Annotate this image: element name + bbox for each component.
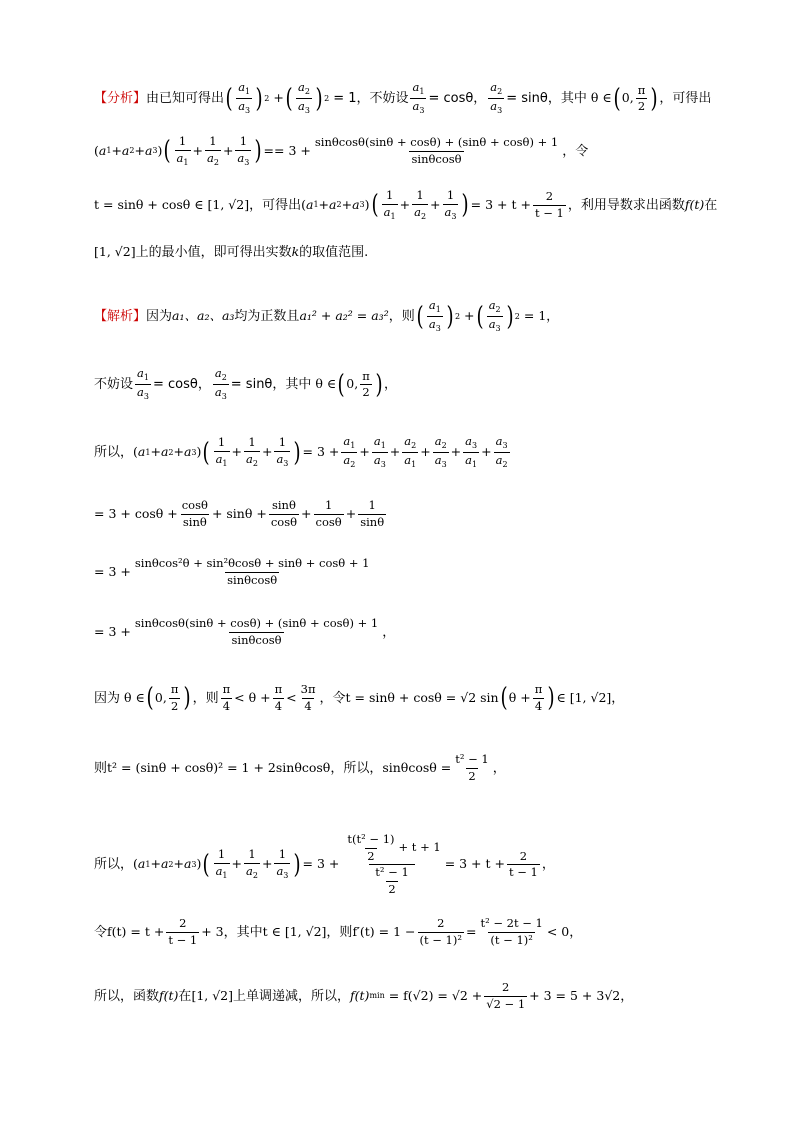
formula: f′(t) = 1 − $\frac{2}{\text{(t − 1)²}}$ = $\frac{\text{t² − 2t − 1}}{\text{(t − 1)²}}$ < 0: [352, 916, 570, 947]
text: = sinθ，其中: [230, 377, 312, 392]
solution-tag: 【解析】: [94, 309, 147, 324]
text: ，令: [319, 690, 346, 706]
text: 所以，: [94, 445, 134, 460]
formula: f(t): [159, 987, 179, 1003]
text: 所以，: [94, 857, 134, 872]
text: 因为: [94, 690, 121, 706]
analysis-line-2: [94, 136, 734, 167]
solution-line-9: [94, 834, 734, 895]
solution-line-7: [94, 684, 734, 712]
solution-line-2: [94, 368, 734, 401]
text: = cosθ，: [428, 91, 487, 106]
solution-line-1: [94, 300, 734, 333]
formula: = 3 + $\frac{\sin\theta\cos\theta(\sin\theta + \cos\theta) + (\sin\theta + \cos\theta) + 1}{\sin\theta\cos\theta}$: [94, 616, 379, 647]
text: 在: [704, 197, 718, 213]
formula: f(t): [684, 197, 705, 212]
text: ，: [620, 988, 634, 1004]
formula: t = sinθ + cosθ = √2 sin ( θ + $\frac{\pi}{4}$ ) ∈ [1, √2]: [345, 682, 612, 713]
formula: t ∈ [1, √2]: [262, 923, 327, 939]
formula: $\frac{\pi}{4}$ < θ + $\frac{\pi}{4}$ < $\frac{3\pi}{4}$: [222, 682, 316, 713]
text: = 1，不妨设: [333, 91, 409, 106]
formula: a₁² + a₂² = a₃²: [299, 308, 389, 324]
formula: a₁、a₂、a₃: [172, 308, 235, 324]
formula: θ ∈ ( 0, $\frac{\pi}{2}$ ): [590, 82, 658, 114]
text: 上单调递减，所以，: [233, 988, 351, 1004]
formula: [1, √2]: [191, 987, 234, 1003]
formula: $\frac{a_1}{a_3}$: [137, 366, 149, 401]
text: ，: [383, 377, 397, 392]
formula: $\frac{a_1}{a_3}$: [412, 80, 425, 115]
text: ，可得出: [249, 197, 302, 213]
text: ，可得出: [659, 91, 712, 106]
formula: [1, √2]: [94, 244, 136, 260]
formula: θ ∈ ( 0, $\frac{\pi}{2}$ ): [315, 368, 383, 400]
text: = sinθ，其中: [506, 91, 587, 106]
formula: $\frac{a_2}{a_3}$: [490, 80, 503, 115]
analysis-line-3: [94, 190, 734, 221]
formula: k: [291, 244, 300, 260]
solution-line-10: [94, 918, 734, 946]
text: 令: [94, 924, 108, 940]
formula: t² = (sinθ + cosθ)² = 1 + 2sinθcosθ: [107, 759, 331, 775]
analysis-line-4: [94, 246, 734, 259]
text: ，: [611, 690, 625, 706]
text: 因为: [146, 309, 173, 324]
text: ，令: [562, 143, 589, 159]
text: ，所以，: [330, 760, 383, 776]
solution-line-5: [94, 558, 734, 586]
formula: $\frac{a_2}{a_3}$: [214, 366, 227, 401]
text: = cosθ，: [152, 377, 211, 392]
text: 在: [178, 988, 192, 1004]
solution-line-8: [94, 754, 734, 782]
solution-line-4: [94, 500, 734, 528]
analysis-tag: 【分析】: [94, 91, 147, 106]
formula: θ ∈ ( 0, $\frac{\pi}{2}$ ): [124, 682, 192, 713]
formula: t = sinθ + cosθ ∈ [1, √2]: [94, 197, 250, 212]
formula: ( a 1 + a 2 + a 3 ) ( $\frac{1}{a_1}$ + $\frac{1}{a_2}$ + $\frac{1}{a_3}$ ) = 3 + $\frac{a_1}{a_2}$ + $\frac{a_1}{a_3}$ + $\frac{a_2}{a_1}$ + $\frac{a_2}{a_3}$ + $\frac{a_3}{a_1}$ + $\frac{a_3}{a_2}$: [133, 434, 508, 469]
text: 上的最小值，即可得出实数: [135, 245, 292, 260]
formula: f(t) min = f(√2) = √2 + $\frac{2}{√2 - 1}$ + 3 = 5 + 3√2: [350, 980, 621, 1011]
text: ，: [492, 760, 506, 776]
formula: ( $\frac{a_1}{a_3}$ ) 2 + ( $\frac{a_2}{a_3}$ ) 2: [225, 80, 330, 115]
text: ，: [541, 857, 555, 872]
text: 不妨设: [94, 377, 134, 392]
solution-line-3: [94, 436, 734, 469]
text: 的取值范围.: [299, 245, 369, 260]
formula: ( a 1 + a 2 + a 3 ) ( $\frac{1}{a_1}$ + $\frac{1}{a_2}$ + $\frac{1}{a_3}$ ) = 3 + t + $\frac{2}{t - 1}$: [301, 188, 564, 221]
text: 均为正数且: [234, 309, 300, 324]
formula: f(t) = t + $\frac{2}{t - 1}$ + 3: [107, 916, 224, 947]
text: ，则: [192, 690, 219, 706]
text: 由已知可得出: [146, 91, 225, 106]
solution-line-11: [94, 982, 734, 1010]
formula: ( a 1 + a 2 + a 3 ) ( $\frac{1}{a_1}$ + $\frac{1}{a_2}$ + $\frac{1}{a_3}$ ) = 3 + $\frac{\text{t(t² − 1)}}{2}$ + t + 1 $\frac{\text{t² − 1}}{2}$ = 3 + t + $\frac{2}{t - 1}$: [133, 832, 538, 896]
formula: sinθcosθ = $\frac{\text{t² − 1}}{2}$: [382, 752, 489, 783]
text: 则: [94, 760, 108, 776]
formula: = 3 + cosθ + $\frac{\cos\theta}{\sin\theta}$ + sinθ + $\frac{\sin\theta}{\cos\theta}$ + $\frac{1}{\cos\theta}$ + $\frac{1}{\sin\theta}$: [94, 498, 385, 529]
text: ，则: [388, 309, 415, 324]
solution-line-6: [94, 618, 734, 646]
text: ，: [569, 924, 583, 940]
formula: ( $\frac{a_1}{a_3}$ ) 2 + ( $\frac{a_2}{a_3}$ ) 2 = 1，: [416, 298, 559, 333]
text: ，其中: [223, 924, 263, 940]
text: ，利用导数求出函数: [567, 197, 685, 213]
text: 所以，函数: [94, 988, 160, 1004]
formula: ( a 1 + a 2 + a 3 ) ( $\frac{1}{a_1}$ + $\frac{1}{a_2}$ + $\frac{1}{a_3}$ ) == 3 + $\frac{\sin\theta\cos\theta(\sin\theta + \cos\theta) + (\sin\theta + \cos\theta) + 1}{\sin\theta\cos\theta}$: [94, 134, 559, 167]
formula: = 3 + $\frac{\text{sinθcos²θ + sin²θcosθ + sinθ + cosθ + 1}}{\sin\theta\cos\theta}$: [94, 556, 370, 587]
analysis-line-1: [94, 82, 734, 115]
text: ，则: [326, 924, 353, 940]
text: ，: [382, 624, 396, 640]
